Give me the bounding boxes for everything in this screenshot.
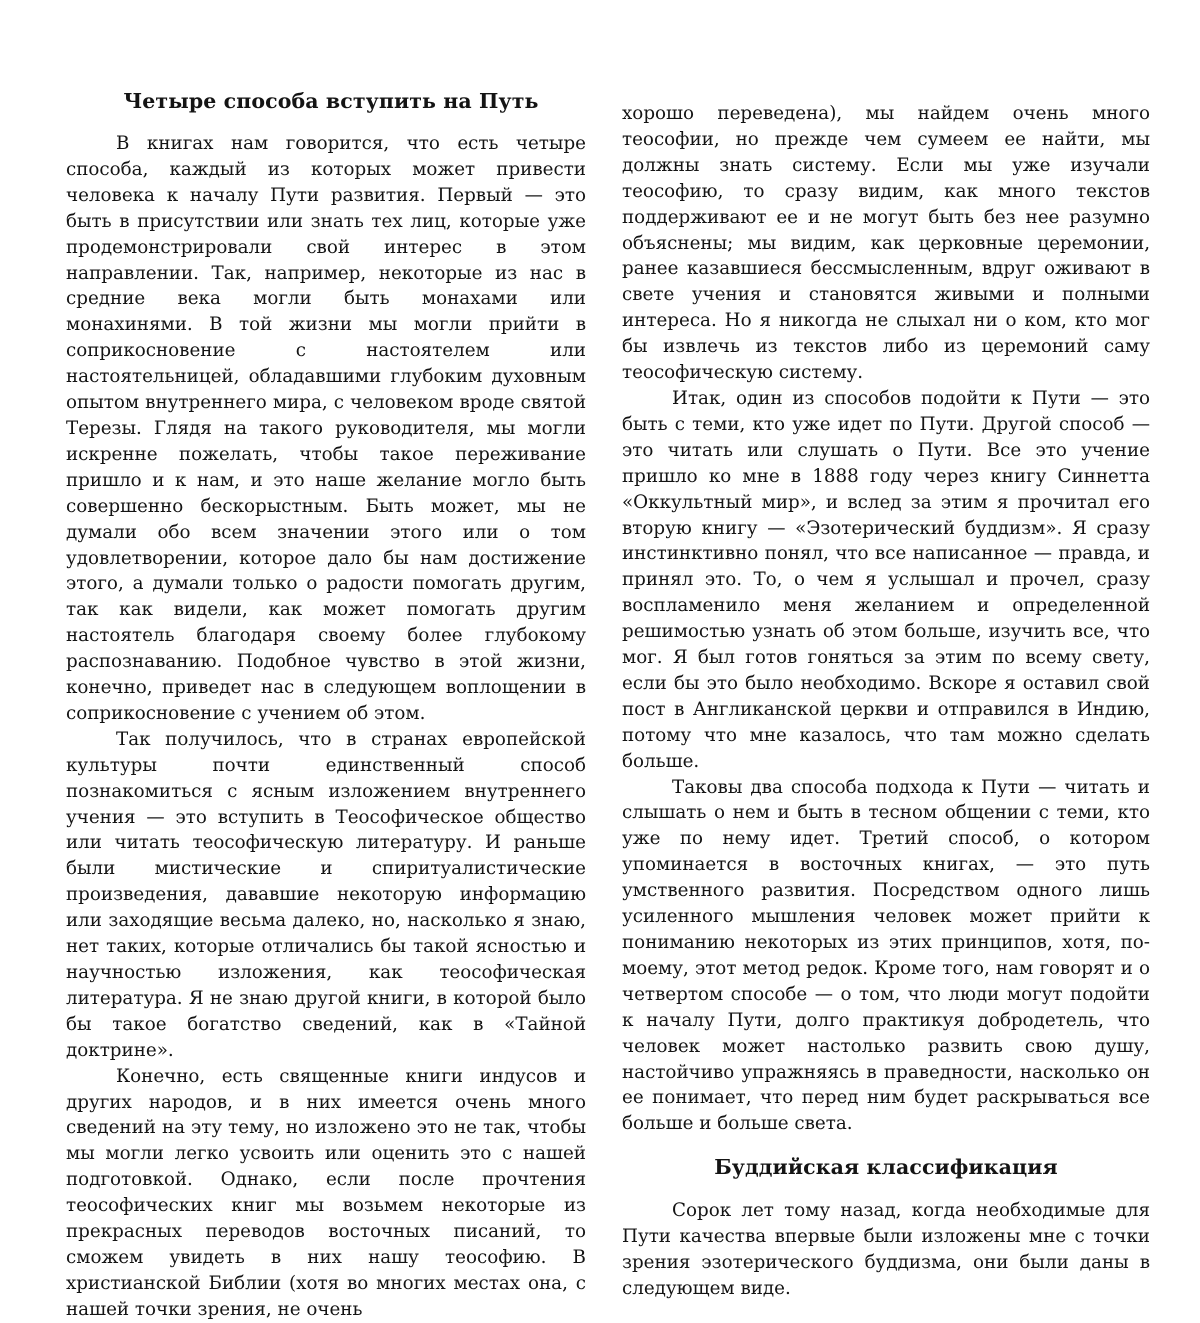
paragraph-forty-years-ago: Сорок лет тому назад, когда необходимые для Пути качества впервые были изложены мне с точки зрения эзотерического буддизма, они были даны в следующем виде.	[622, 1200, 1150, 1299]
paragraph-continued: хорошо переведена), мы найдем очень много теософии, но прежде чем сумеем ее найти, мы должны знать систему. Если мы уже изучали теософию, то сразу видим, как много текстов поддерживают ее и не могут быть без нее разумно объяснены; мы видим, как церковные церемонии, ранее казавшиеся бессмысленным, вдруг оживают в свете учения и становятся живыми и полными интереса. Но я никогда не слыхал ни о ком, кто мог бы извлечь из текстов либо из церемоний саму теософическую систему.	[622, 103, 1150, 384]
paragraph-european-culture: Так получилось, что в странах европейской культуры почти единственный способ познакомиться с ясным изложением внутреннего учения — это вступить в Теософическое общество или читать теософическую литературу. И раньше были мистические и спиритуалистические произведения, дававшие некоторую информацию или заходящие весьма далеко, но, насколько я знаю, нет таких, которые отличались бы такой ясностью и научностью изложения, как теософическая литература. Я не знаю другой книги, в которой было бы такое богатство сведений, как в «Тайной доктрине».	[66, 728, 586, 1061]
paragraph-four-ways: В книгах нам говорится, что есть четыре способа, каждый из которых может привести человека к началу Пути развития. Первый — это быть в присутствии или знать тех лиц, которые уже продемонстрировали свой интерес в этом направлении. Так, например, некоторые из нас в средние века могли быть монахами или монахинями. В той жизни мы могли прийти в соприкосновение с настоятелем или настоятельницей, обладавшими глубоким духовным опытом внутреннего мира, с человеком вроде святой Терезы. Глядя на такого руководителя, мы могли искренне пожелать, чтобы такое переживание пришло и к нам, и это наше желание могло быть совершенно бескорыстным. Быть может, мы не думали обо всем значении этого или о том удовлетворении, которое дало бы нам достижение этого, а думали только о радости помогать другим, так как видели, как может помогать другим настоятель благодаря своему более глубокому распознаванию. Подобное чувство в этой жизни, конечно, приведет нас в следующем воплощении в соприкосновение с учением об этом.	[66, 133, 586, 724]
paragraph-first-and-second-way: Итак, один из способов подойти к Пути — это быть с теми, кто уже идет по Пути. Другой способ — это читать или слушать о Пути. Все это учение пришло ко мне в 1888 году через книгу Синнетта «Оккультный мир», и вслед за этим я прочитал его вторую книгу — «Эзотерический буддизм». Я сразу инстинктивно понял, что все написанное — правда, и принял это. То, о чем я услышал и прочел, сразу воспламенило меня желанием и определенной решимостью узнать об этом больше, изучить все, что мог. Я был готов гоняться за этим по всему свету, если бы это было необходимо. Вскоре я оставил свой пост в Англиканской церкви и отправился в Индию, потому что мне казалось, что там можно сделать больше.	[622, 387, 1150, 772]
section-heading-buddhist-classification: Буддийская классификация	[714, 1155, 1058, 1180]
paragraph-sacred-books: Конечно, есть священные книги индусов и других народов, и в них имеется очень много сведений на эту тему, но изложено это не так, чтобы мы могли легко усвоить или оценить это с нашей подготовкой. Однако, если после прочтения теософических книг мы возьмем некоторые из прекрасных переводов восточных писаний, то сможем увидеть в них нашу теософию. В христианской Библии (хотя во многих местах она, с нашей точки зрения, не очень	[66, 1065, 586, 1320]
right-page-text-column	[622, 101, 1150, 1302]
paragraph-third-and-fourth-way: Таковы два способа подхода к Пути — читать и слышать о нем и быть в тесном общении с теми, кто уже по нему идет. Третий способ, о котором упоминается в восточных книгах, — это путь умственного развития. Посредством одного лишь усиленного мышления человек может прийти к пониманию некоторых из этих принципов, хотя, по-моему, этот метод редок. Кроме того, нам говорят и о четвертом способе — о том, что люди могут подойти к началу Пути, долго практикуя добродетель, что человек может настолько развить свою душу, настойчиво упражняясь в праведности, насколько он ее понимает, что перед ним будет раскрываться все больше и больше света.	[622, 776, 1150, 1135]
left-page-text-column	[66, 88, 586, 1323]
left-page	[0, 0, 600, 1320]
section-heading-four-ways: Четыре способа вступить на Путь	[123, 89, 539, 113]
right-page	[600, 0, 1200, 1299]
